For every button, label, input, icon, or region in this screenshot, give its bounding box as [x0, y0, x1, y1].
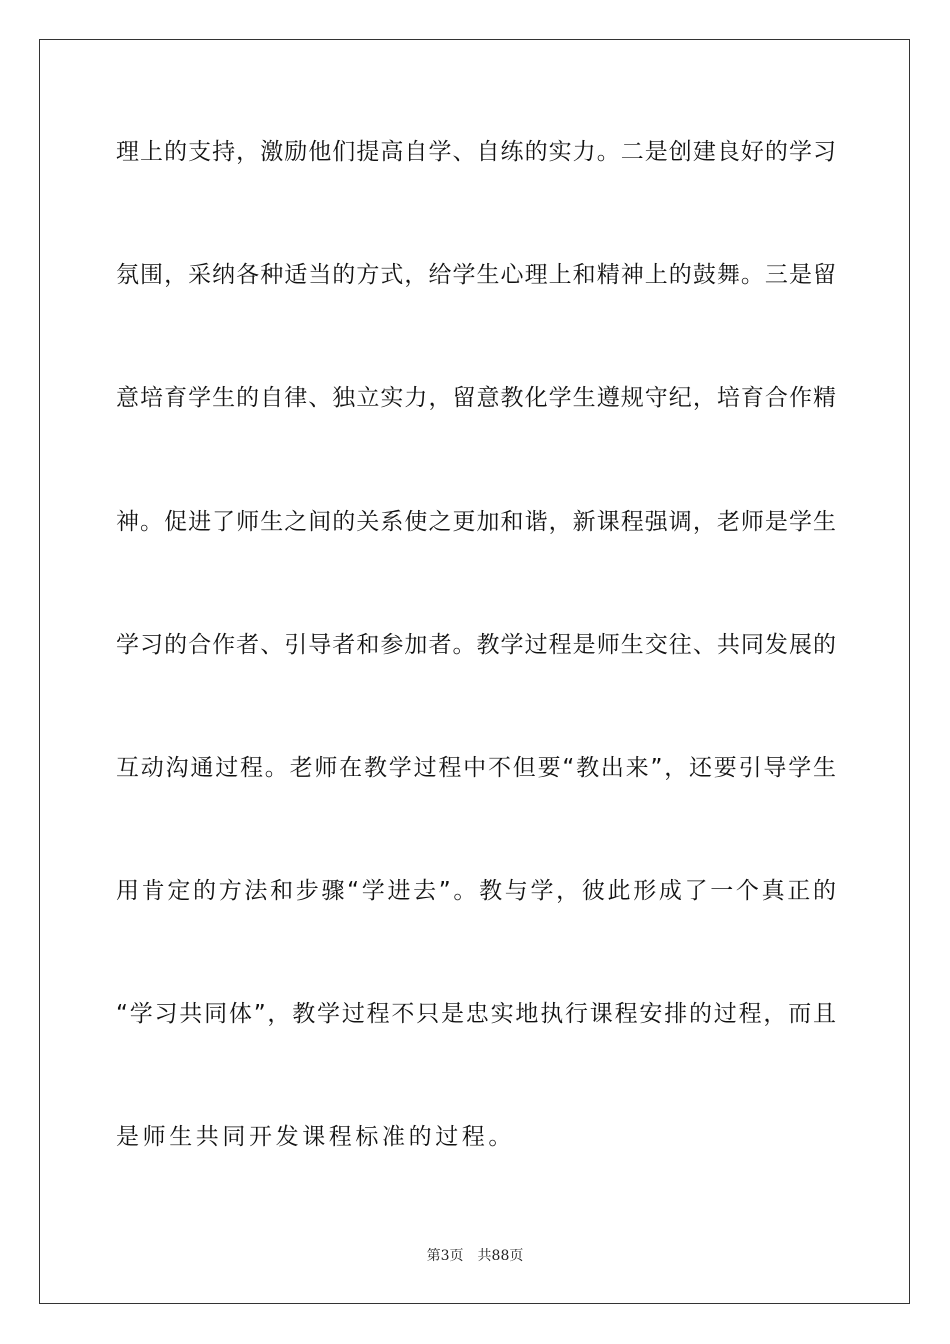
text-line-1: 理上的支持，激励他们提高自学、自练的实力。二是创建良好的学习 — [116, 139, 836, 165]
text-line-3: 意培育学生的自律、独立实力，留意教化学生遵规守纪，培育合作精 — [116, 385, 836, 411]
page-border — [39, 39, 910, 1304]
total-page-count: 共88页 — [477, 1248, 524, 1264]
current-page-number: 第3页 — [426, 1248, 464, 1264]
text-line-8: “学习共同体”，教学过程不只是忠实地执行课程安排的过程，而且 — [116, 1001, 836, 1027]
text-line-6: 互动沟通过程。老师在教学过程中不但要“教出来”，还要引导学生 — [116, 755, 836, 781]
text-line-5: 学习的合作者、引导者和参加者。教学过程是师生交往、共同发展的 — [116, 632, 836, 658]
text-line-4: 神。促进了师生之间的关系使之更加和谐，新课程强调，老师是学生 — [116, 509, 836, 535]
text-line-7: 用肯定的方法和步骤“学进去”。教与学，彼此形成了一个真正的 — [116, 878, 836, 904]
text-line-2: 氛围，采纳各种适当的方式，给学生心理上和精神上的鼓舞。三是留 — [116, 262, 836, 288]
text-line-9: 是师生共同开发课程标准的过程。 — [116, 1124, 515, 1150]
page-footer — [0, 1247, 950, 1265]
